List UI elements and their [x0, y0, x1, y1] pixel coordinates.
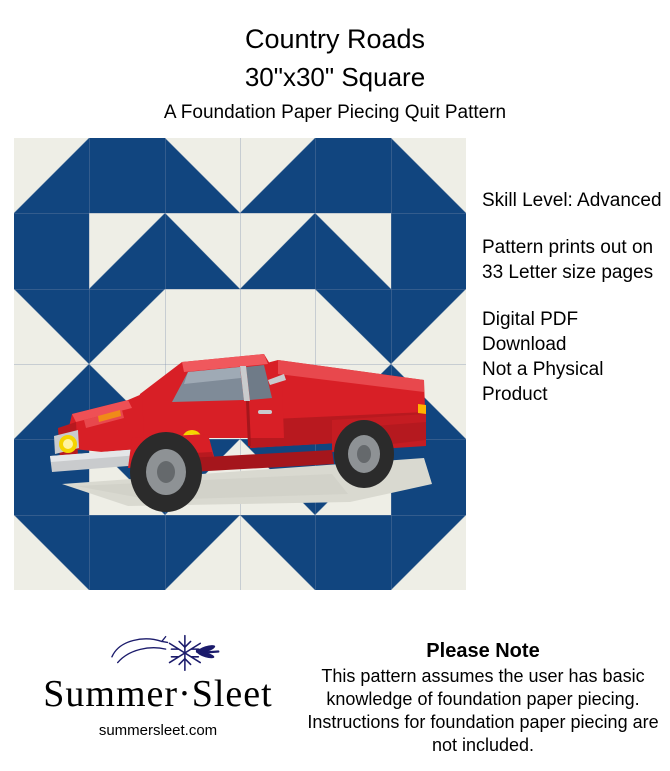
main-content	[0, 138, 670, 598]
quilt-cell	[89, 138, 164, 213]
quilt-cell	[315, 138, 390, 213]
page-footer	[0, 622, 670, 771]
quilt-cell	[89, 515, 164, 590]
skill-level-note: Skill Level: Advanced	[482, 190, 662, 211]
quilt-cell	[14, 138, 89, 213]
quilt-cell	[315, 515, 390, 590]
quilt-cell	[391, 138, 466, 213]
page-tagline: A Foundation Paper Piecing Quit Pattern	[163, 102, 507, 123]
brand-block	[8, 628, 308, 739]
brand-name: Summer·Sleet	[43, 673, 273, 715]
quilt-cell	[14, 213, 89, 288]
quilt-cell	[315, 213, 390, 288]
quilt-cell	[14, 515, 89, 590]
quilt-cell	[391, 213, 466, 288]
quilt-cell	[89, 439, 164, 514]
quilt-cell	[165, 289, 240, 364]
quilt-cell	[391, 439, 466, 514]
quilt-cell	[165, 515, 240, 590]
quilt-cell	[391, 364, 466, 439]
page-title: Country Roads	[244, 24, 426, 54]
quilt-cell	[315, 289, 390, 364]
quilt-cell	[14, 439, 89, 514]
please-note-title: Please Note	[426, 640, 540, 662]
print-pages-note: Pattern prints out on 33 Letter size pages	[482, 237, 654, 283]
quilt-cell	[315, 364, 390, 439]
quilt-cell	[165, 213, 240, 288]
quilt-cell	[240, 289, 315, 364]
quilt-cell	[89, 213, 164, 288]
quilt-cell	[165, 439, 240, 514]
quilt-cell	[240, 213, 315, 288]
quilt-cell	[89, 289, 164, 364]
quilt-cell	[240, 515, 315, 590]
quilt-block-preview	[14, 138, 466, 590]
page-subtitle: 30"x30" Square	[244, 62, 426, 92]
quilt-cell	[315, 439, 390, 514]
quilt-cell	[240, 138, 315, 213]
physical-product-note: Not a Physical Product	[482, 359, 604, 405]
snowflake-dragonfly-logo-icon	[8, 628, 308, 674]
delivery-note: Digital PDF Download	[482, 309, 579, 355]
quilt-cell	[14, 289, 89, 364]
quilt-cell	[14, 364, 89, 439]
quilt-cell	[240, 439, 315, 514]
brand-website[interactable]: summersleet.com	[98, 722, 218, 739]
please-note-block	[300, 640, 666, 757]
quilt-cell	[165, 364, 240, 439]
quilt-cell	[165, 138, 240, 213]
quilt-cell	[391, 515, 466, 590]
please-note-body: This pattern assumes the user has basic knowledge of foundation paper piecing. Instructions for foundation paper piecing are not included.	[307, 666, 659, 755]
quilt-cell	[391, 289, 466, 364]
page-header	[0, 0, 670, 126]
product-details	[482, 188, 667, 429]
quilt-cell	[240, 364, 315, 439]
quilt-cell	[89, 364, 164, 439]
